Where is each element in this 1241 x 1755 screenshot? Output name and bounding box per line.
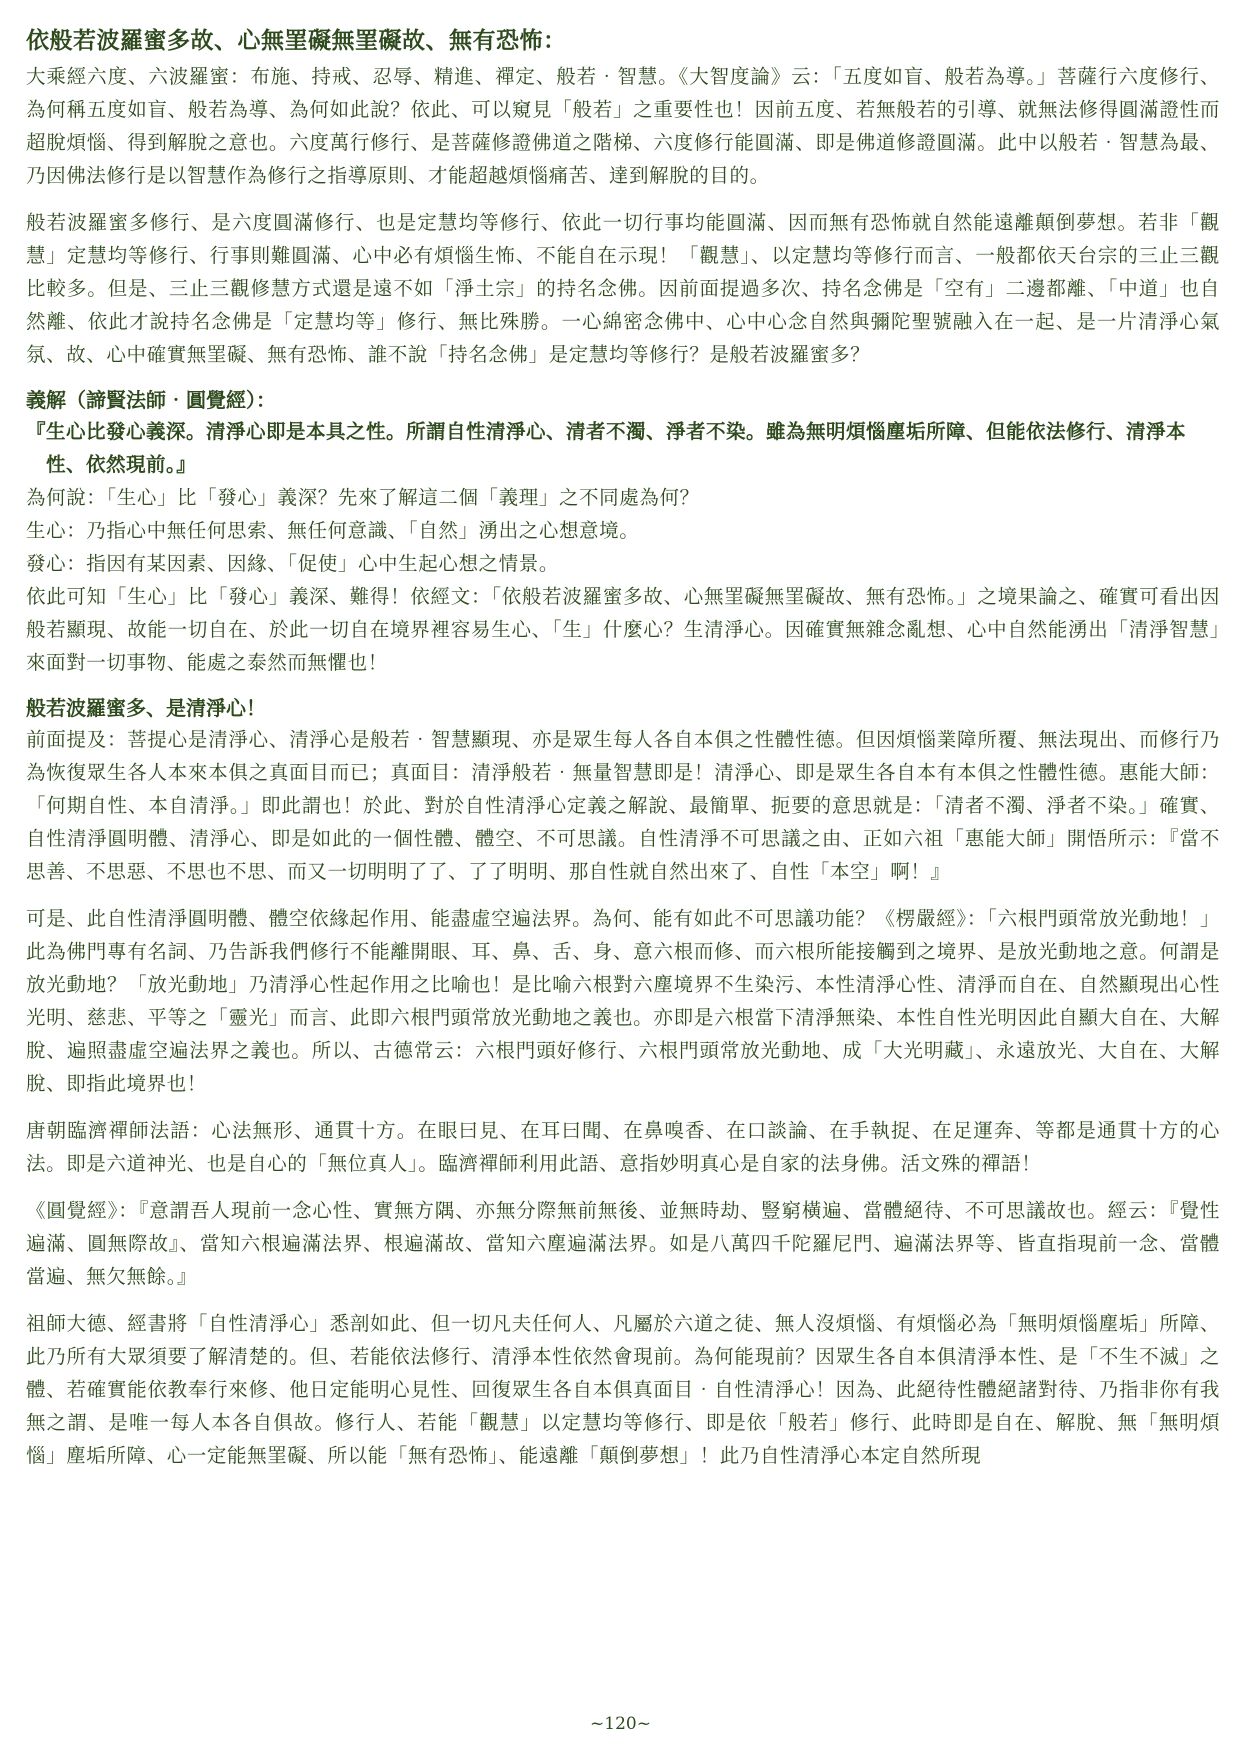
section-1-line-3: 發心：指因有某因素、因緣、「促使」心中生起心想之情景。 [26, 552, 559, 575]
section-2-paragraph-4: 《圓覺經》：『意謂吾人現前一念心性、實無方隅、亦無分際無前無後、並無時劫、豎窮橫遍、當體絕待、不可思議故也。經云：『覺性遍滿、圓無際故』、當知六根遍滿法界、根遍滿故、當知六塵遍滿法界。如是八萬四千陀羅尼門、遍滿法界等、皆直指現前一念、當體當遍、無欠無餘。』 [26, 1199, 1220, 1288]
section-2-paragraph-2: 可是、此自性清淨圓明體、體空依緣起作用、能盡虛空遍法界。為何、能有如此不可思議功能？《楞嚴經》：「六根門頭常放光動地！」此為佛門專有名詞、乃告訴我們修行不能離開眼、耳、鼻、舌、身、意六根而修、而六根所能接觸到之境界、是放光動地之意。何謂是放光動地？「放光動地」乃清淨心性起作用之比喻也！是比喻六根對六塵境界不生染污、本性清淨心性、清淨而自在、自然顯現出心性光明、慈悲、平等之「靈光」而言、此即六根門頭常放光動地之義也。亦即是六根當下清淨無染、本性自性光明因此自顯大自在、大解脫、遍照盡虛空遍法界之義也。所以、古德常云：六根門頭好修行、六根門頭常放光動地、成「大光明藏」、永遠放光、大自在、大解脫、即指此境界也！ [26, 907, 1220, 1095]
section-1-line-1: 為何說：「生心」比「發心」義深？先來了解這二個「義理」之不同處為何？ [26, 486, 700, 509]
paragraph-1: 大乘經六度、六波羅蜜：布施、持戒、忍辱、精進、禪定、般若‧智慧。《大智度論》云：「五度如盲、般若為導。」菩薩行六度修行、為何稱五度如盲、般若為導、為何如此說？依此、可以窺見「般若」之重要性也！因前五度、若無般若的引導、就無法修得圓滿證性而超脫煩惱、得到解脫之意也。六度萬行修行、是菩薩修證佛道之階梯、六度修行能圓滿、即是佛道修證圓滿。此中以般若‧智慧為最、乃因佛法修行是以智慧作為修行之指導原則、才能超越煩惱痛苦、達到解脫的目的。 [26, 65, 1220, 187]
page-number: ~120~ [590, 1714, 651, 1734]
section-1-line-2: 生心：乃指心中無任何思索、無任何意識、「自然」湧出之心想意境。 [26, 519, 640, 542]
section-1-quote: 『生心比發心義深。清淨心即是本具之性。所謂自性清淨心、清者不濁、淨者不染。雖為無明煩惱塵垢所障、但能依法修行、清淨本性、依然現前。』 [26, 420, 1187, 476]
document-page [26, 24, 1220, 1472]
main-heading: 依般若波羅蜜多故、心無罣礙無罣礙故、無有恐怖： [26, 27, 567, 54]
section-2-paragraph-3: 唐朝臨濟禪師法語：心法無形、通貫十方。在眼曰見、在耳曰聞、在鼻嗅香、在口談論、在手執捉、在足運奔、等都是通貫十方的心法。即是六道神光、也是自心的「無位真人」。臨濟禪師利用此語、意指妙明真心是自家的法身佛。活文殊的禪語！ [26, 1119, 1220, 1175]
section-1-paragraph: 依此可知「生心」比「發心」義深、難得！依經文：「依般若波羅蜜多故、心無罣礙無罣礙故、無有恐怖。」之境果論之、確實可看出因般若顯現、故能一切自在、於此一切自在境界裡容易生心、「生」什麼心？生清淨心。因確實無雜念亂想、心中自然能湧出「清淨智慧」來面對一切事物、能處之泰然而無懼也！ [26, 585, 1220, 674]
section-2-title: 般若波羅蜜多、是清淨心！ [26, 696, 266, 720]
section-2-paragraph-1: 前面提及：菩提心是清淨心、清淨心是般若‧智慧顯現、亦是眾生每人各自本俱之性體性德。但因煩惱業障所覆、無法現出、而修行乃為恢復眾生各人本來本俱之真面目而已；真面目：清淨般若‧無量智慧即是！清淨心、即是眾生各自本有本俱之性體性德。惠能大師：「何期自性、本自清淨。」即此謂也！於此、對於自性清淨心定義之解說、最簡單、扼要的意思就是：「清者不濁、淨者不染。」確實、自性清淨圓明體、清淨心、即是如此的一個性體、體空、不可思議。自性清淨不可思議之由、正如六祖「惠能大師」開悟所示：『當不思善、不思惡、不思也不思、而又一切明明了了、了了明明、那自性就自然出來了、自性「本空」啊！』 [26, 728, 1220, 883]
paragraph-2: 般若波羅蜜多修行、是六度圓滿修行、也是定慧均等修行、依此一切行事均能圓滿、因而無有恐怖就自然能遠離顛倒夢想。若非「觀慧」定慧均等修行、行事則難圓滿、心中必有煩惱生怖、不能自在示現！「觀慧」、以定慧均等修行而言、一般都依天台宗的三止三觀比較多。但是、三止三觀修慧方式還是遠不如「淨土宗」的持名念佛。因前面提過多次、持名念佛是「空有」二邊都離、「中道」也自然離、依此才說持名念佛是「定慧均等」修行、無比殊勝。一心綿密念佛中、心中心念自然與彌陀聖號融入在一起、是一片清淨心氣氛、故、心中確實無罣礙、無有恐怖、誰不說「持名念佛」是定慧均等修行？是般若波羅蜜多？ [26, 211, 1220, 366]
section-1-title: 義解（諦賢法師‧圓覺經）： [26, 388, 276, 412]
section-2-paragraph-5: 祖師大德、經書將「自性清淨心」悉剖如此、但一切凡夫任何人、凡屬於六道之徒、無人沒煩惱、有煩惱必為「無明煩惱塵垢」所障、此乃所有大眾須要了解清楚的。但、若能依法修行、清淨本性依然會現前。為何能現前？因眾生各自本俱清淨本性、是「不生不滅」之體、若確實能依教奉行來修、他日定能明心見性、回復眾生各自本俱真面目‧自性清淨心！因為、此絕待性體絕諸對待、乃指非你有我無之謂、是唯一每人本各自俱故。修行人、若能「觀慧」以定慧均等修行、即是依「般若」修行、此時即是自在、解脫、無「無明煩惱」塵垢所障、心一定能無罣礙、所以能「無有恐怖」、能遠離「顛倒夢想」！此乃自性清淨心本定自然所現 [26, 1312, 1220, 1467]
